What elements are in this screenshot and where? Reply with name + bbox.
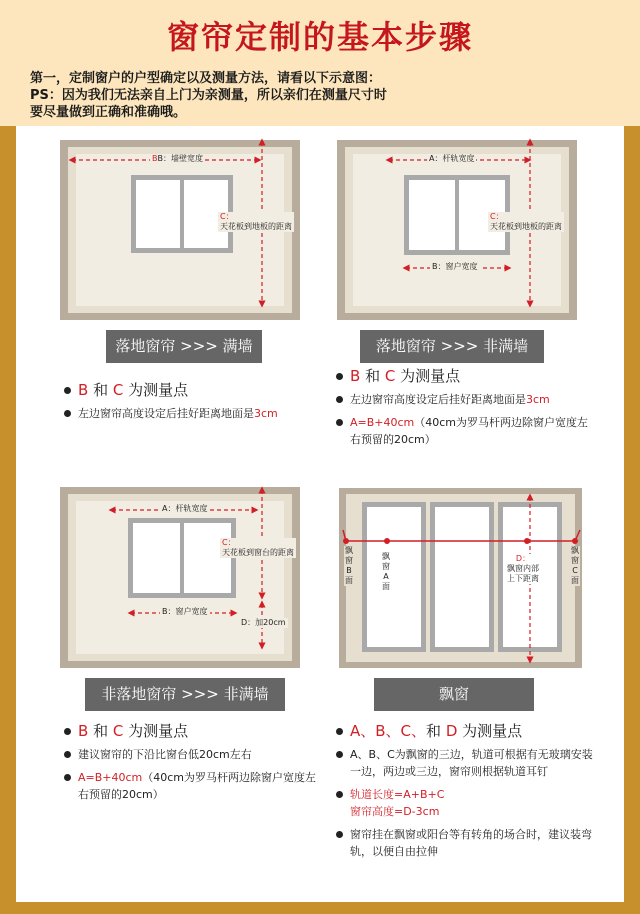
page-title: 窗帘定制的基本步骤 xyxy=(166,18,473,56)
d3-bullet-3: A=B+40cm（40cm为罗马杆两边除窗户宽度左右预留的20cm） xyxy=(62,769,322,803)
d2-a-label: A：杆轨宽度 xyxy=(429,154,475,163)
d3-d-label: D：加20cm xyxy=(241,618,286,627)
d2-bullet-2: 左边窗帘高度设定后挂好距离地面是3cm xyxy=(334,391,594,408)
d1-notes xyxy=(62,382,322,428)
d3-bullet-1: B 和 C 为测量点 xyxy=(62,723,322,740)
diagram-non-floor-window xyxy=(60,487,300,668)
d4-bullet-2: A、B、C为飘窗的三边，轨道可根据有无玻璃安装一边，两边或三边，窗帘则根据轨道耳钉 xyxy=(334,746,596,780)
d2-notes xyxy=(334,368,594,454)
d4-a-side-label: 飘窗A面 xyxy=(382,552,390,591)
banner-non-full-wall: 落地窗帘 >>> 非满墙 xyxy=(360,330,544,363)
d4-bullet-3: 轨道长度=A+B+C 窗帘高度=D-3cm xyxy=(334,786,596,820)
d4-bullet-4: 窗帘挂在飘窗或阳台等有转角的场合时，建议装弯轨，以便自由拉伸 xyxy=(334,826,596,860)
banner-full-wall: 落地窗帘 >>> 满墙 xyxy=(106,330,262,363)
d2-bullet-3: A=B+40cm（40cm为罗马杆两边除窗户宽度左右预留的20cm） xyxy=(334,414,594,448)
d3-a-label: A：杆轨宽度 xyxy=(162,504,208,513)
d4-bullet-1: A、B、C、和 D 为测量点 xyxy=(334,723,596,740)
d4-d-label: D： 飘窗内部 上下距离 xyxy=(507,554,539,583)
intro-line-3: 要尽量做到正确和准确哦。 xyxy=(30,105,187,120)
d4-b-side-label: 飘窗B面 xyxy=(345,546,353,585)
banner-bay-window: 飘窗 xyxy=(374,678,534,711)
d2-c-label: C： 天花板到地板的距离 xyxy=(490,212,562,231)
d3-b-label: B：窗户宽度 xyxy=(162,607,208,616)
d2-bullet-1: B 和 C 为测量点 xyxy=(334,368,594,385)
banner-non-floor: 非落地窗帘 >>> 非满墙 xyxy=(85,678,285,711)
d1-bullet-1: B 和 C 为测量点 xyxy=(62,382,322,399)
intro-line-1: 第一，定制窗户的户型确定以及测量方法，请看以下示意图： xyxy=(30,71,382,86)
d2-b-label: B：窗户宽度 xyxy=(432,262,478,271)
intro-line-2: PS：因为我们无法亲自上门为亲测量，所以亲们在测量尺寸时 xyxy=(30,88,387,103)
d3-c-label: C： 天花板到窗台的距离 xyxy=(222,538,294,557)
d1-c-label: C： 天花板到地板的距离 xyxy=(220,212,292,231)
d1-bullet-2: 左边窗帘高度设定后挂好距离地面是3cm xyxy=(62,405,322,422)
d4-c-side-label: 飘窗C面 xyxy=(571,546,579,585)
d3-notes xyxy=(62,723,322,809)
diagram-bay-window xyxy=(339,488,582,668)
d1-b-label: BB：墙壁宽度 xyxy=(152,154,203,163)
d4-notes xyxy=(334,723,596,866)
d3-bullet-2: 建议窗帘的下沿比窗台低20cm左右 xyxy=(62,746,322,763)
